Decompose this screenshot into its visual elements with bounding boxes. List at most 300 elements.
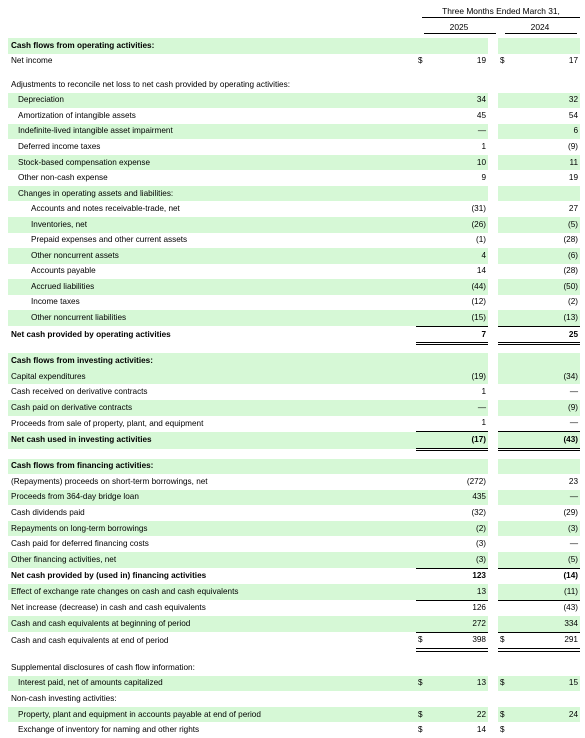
value-2025: 398 bbox=[432, 632, 488, 650]
value-2025: 34 bbox=[432, 93, 488, 109]
year-2024-header: 2024 bbox=[530, 22, 550, 32]
spacer-row bbox=[8, 344, 580, 354]
column-gap bbox=[488, 676, 498, 692]
column-gap bbox=[488, 660, 498, 676]
row-label: Cash dividends paid bbox=[11, 507, 85, 517]
currency-2025 bbox=[416, 505, 432, 521]
column-gap bbox=[488, 432, 498, 450]
currency-2025 bbox=[416, 248, 432, 264]
table-row bbox=[8, 521, 580, 537]
row-label: Changes in operating assets and liabilities: bbox=[8, 186, 416, 202]
value-2025: 14 bbox=[476, 266, 486, 276]
table-row bbox=[8, 722, 580, 738]
value-2025: 1 bbox=[432, 416, 488, 432]
currency-2025 bbox=[416, 416, 432, 432]
value-2025: 10 bbox=[432, 155, 488, 171]
column-gap bbox=[488, 38, 498, 54]
currency-2024 bbox=[498, 279, 514, 295]
row-label: Repayments on long-term borrowings bbox=[8, 521, 416, 537]
table-row bbox=[8, 616, 580, 632]
row-label: Stock-based compensation expense bbox=[8, 155, 416, 171]
row-label: Other non-cash expense bbox=[18, 173, 108, 183]
column-gap bbox=[488, 326, 498, 344]
table-row bbox=[8, 279, 580, 295]
value-2024: (14) bbox=[514, 568, 580, 584]
value-2025: — bbox=[432, 124, 488, 140]
value-2025: — bbox=[432, 400, 488, 416]
currency-2025 bbox=[416, 155, 432, 171]
year-2024-rule bbox=[505, 33, 577, 34]
table-row bbox=[8, 77, 580, 93]
currency-2024 bbox=[498, 233, 514, 249]
row-label: Capital expenditures bbox=[8, 369, 416, 385]
value-2025 bbox=[432, 459, 488, 475]
column-gap bbox=[488, 536, 498, 552]
currency-2025 bbox=[416, 326, 432, 344]
value-2025 bbox=[432, 186, 488, 202]
currency-2025 bbox=[416, 139, 432, 155]
currency-2025 bbox=[416, 217, 432, 233]
currency-2025 bbox=[416, 295, 432, 311]
column-gap bbox=[488, 124, 498, 140]
currency-2024 bbox=[498, 505, 514, 521]
value-2024 bbox=[514, 691, 580, 707]
table-row bbox=[8, 326, 580, 344]
spacer-row bbox=[8, 69, 580, 77]
row-label: Cash received on derivative contracts bbox=[11, 387, 148, 397]
value-2025: 45 bbox=[476, 110, 486, 120]
currency-2025 bbox=[416, 474, 432, 490]
value-2024: (43) bbox=[514, 432, 580, 450]
value-2025: 1 bbox=[481, 387, 486, 397]
value-2024: 11 bbox=[514, 155, 580, 171]
value-2024 bbox=[514, 353, 580, 369]
table-row bbox=[8, 660, 580, 676]
currency-2024 bbox=[498, 124, 514, 140]
row-label: Other noncurrent assets bbox=[8, 248, 416, 264]
table-row bbox=[8, 384, 580, 400]
row-label: Cash flows from financing activities: bbox=[8, 459, 416, 475]
table-row bbox=[8, 600, 580, 616]
currency-2024 bbox=[498, 521, 514, 537]
currency-2024 bbox=[498, 691, 514, 707]
currency-2024 bbox=[498, 490, 514, 506]
currency-2024 bbox=[498, 369, 514, 385]
row-label: Depreciation bbox=[8, 93, 416, 109]
value-2025: (15) bbox=[432, 310, 488, 326]
row-label: Interest paid, net of amounts capitalized bbox=[8, 676, 416, 692]
column-gap bbox=[488, 632, 498, 650]
value-2024: — bbox=[514, 416, 580, 432]
table-row bbox=[8, 310, 580, 326]
column-gap bbox=[488, 108, 498, 124]
row-label: Cash and cash equivalents at end of period bbox=[11, 636, 169, 646]
table-row bbox=[8, 505, 580, 521]
currency-2024 bbox=[498, 616, 514, 632]
value-2025 bbox=[432, 691, 488, 707]
spacer-cell bbox=[8, 650, 580, 660]
table-row bbox=[8, 552, 580, 568]
value-2025: (44) bbox=[432, 279, 488, 295]
column-gap bbox=[488, 93, 498, 109]
currency-2025: $ bbox=[418, 56, 423, 66]
year-2025-header: 2025 bbox=[449, 22, 469, 32]
value-2024: 6 bbox=[514, 124, 580, 140]
value-2025 bbox=[432, 77, 488, 93]
value-2024: (34) bbox=[514, 369, 580, 385]
currency-2024 bbox=[498, 38, 514, 54]
value-2024 bbox=[514, 77, 580, 93]
currency-2024 bbox=[498, 326, 514, 344]
table-row bbox=[8, 353, 580, 369]
table-row bbox=[8, 584, 580, 600]
currency-2024 bbox=[498, 568, 514, 584]
column-gap bbox=[488, 384, 498, 400]
table-row bbox=[8, 124, 580, 140]
currency-2025: $ bbox=[416, 632, 432, 650]
currency-2024 bbox=[498, 217, 514, 233]
row-label: Inventories, net bbox=[8, 217, 416, 233]
value-2025: (3) bbox=[475, 539, 486, 549]
column-gap bbox=[488, 474, 498, 490]
header-rule bbox=[422, 17, 580, 18]
column-gap bbox=[488, 264, 498, 280]
currency-2024: $ bbox=[498, 632, 514, 650]
table-row bbox=[8, 459, 580, 475]
currency-2024 bbox=[498, 93, 514, 109]
currency-2024 bbox=[498, 170, 514, 186]
currency-2024 bbox=[498, 416, 514, 432]
value-2024 bbox=[514, 660, 580, 676]
column-gap bbox=[488, 279, 498, 295]
column-gap bbox=[488, 400, 498, 416]
column-gap bbox=[488, 170, 498, 186]
value-2024: (9) bbox=[567, 141, 578, 151]
value-2025: (31) bbox=[471, 204, 486, 214]
column-gap bbox=[488, 416, 498, 432]
currency-2025 bbox=[416, 536, 432, 552]
row-label: Exchange of inventory for naming and other rights bbox=[18, 725, 200, 735]
table-row bbox=[8, 490, 580, 506]
row-label: Indefinite-lived intangible asset impairment bbox=[8, 124, 416, 140]
table-row bbox=[8, 676, 580, 692]
currency-2025 bbox=[416, 170, 432, 186]
table-row bbox=[8, 54, 580, 70]
table-row bbox=[8, 155, 580, 171]
currency-2024 bbox=[498, 400, 514, 416]
table-row bbox=[8, 217, 580, 233]
value-2024 bbox=[514, 459, 580, 475]
row-label: Other financing activities, net bbox=[8, 552, 416, 568]
table-row bbox=[8, 568, 580, 584]
value-2024: (5) bbox=[514, 217, 580, 233]
currency-2025 bbox=[416, 400, 432, 416]
column-gap bbox=[488, 77, 498, 93]
value-2025: 19 bbox=[476, 56, 486, 66]
column-gap bbox=[488, 568, 498, 584]
table-row bbox=[8, 233, 580, 249]
spacer-row bbox=[8, 650, 580, 660]
currency-2025 bbox=[416, 521, 432, 537]
currency-2024 bbox=[498, 295, 514, 311]
value-2024: (29) bbox=[563, 507, 578, 517]
value-2024: (9) bbox=[514, 400, 580, 416]
currency-2025 bbox=[416, 616, 432, 632]
value-2024 bbox=[514, 38, 580, 54]
column-gap bbox=[488, 600, 498, 616]
table-row bbox=[8, 186, 580, 202]
cash-flow-table bbox=[8, 38, 580, 738]
currency-2025: $ bbox=[416, 676, 432, 692]
value-2024: 23 bbox=[568, 476, 578, 486]
value-2024: 17 bbox=[568, 56, 578, 66]
value-2024: (28) bbox=[563, 235, 578, 245]
currency-2025 bbox=[416, 584, 432, 600]
column-gap bbox=[488, 691, 498, 707]
value-2024: 54 bbox=[568, 110, 578, 120]
currency-2024 bbox=[498, 552, 514, 568]
column-gap bbox=[488, 584, 498, 600]
value-2024: (3) bbox=[514, 521, 580, 537]
currency-2025 bbox=[416, 124, 432, 140]
currency-2025: $ bbox=[418, 725, 423, 735]
table-row bbox=[8, 416, 580, 432]
column-gap bbox=[488, 459, 498, 475]
value-2025: (32) bbox=[471, 507, 486, 517]
table-row bbox=[8, 295, 580, 311]
value-2024: (43) bbox=[563, 603, 578, 613]
value-2025: (26) bbox=[432, 217, 488, 233]
currency-2025 bbox=[416, 568, 432, 584]
currency-2024: $ bbox=[500, 725, 505, 735]
period-header: Three Months Ended March 31, bbox=[442, 6, 560, 16]
currency-2025 bbox=[416, 264, 432, 280]
row-label: Income taxes bbox=[31, 297, 80, 307]
row-label: Amortization of intangible assets bbox=[18, 110, 136, 120]
value-2025 bbox=[432, 353, 488, 369]
year-2025-rule bbox=[424, 33, 496, 34]
value-2024 bbox=[514, 722, 580, 738]
currency-2025 bbox=[416, 600, 432, 616]
table-row bbox=[8, 632, 580, 650]
currency-2025 bbox=[416, 186, 432, 202]
value-2024: (5) bbox=[514, 552, 580, 568]
table-row bbox=[8, 201, 580, 217]
spacer-cell bbox=[8, 344, 580, 354]
value-2025: (272) bbox=[466, 476, 486, 486]
row-label: Net cash used in investing activities bbox=[8, 432, 416, 450]
row-label: (Repayments) proceeds on short-term borrowings, net bbox=[11, 476, 208, 486]
currency-2025 bbox=[416, 310, 432, 326]
row-label: Net cash provided by (used in) financing activities bbox=[11, 570, 207, 580]
spacer-cell bbox=[8, 69, 580, 77]
currency-2024 bbox=[498, 77, 514, 93]
value-2025: 22 bbox=[432, 707, 488, 723]
column-gap bbox=[488, 201, 498, 217]
currency-2025 bbox=[416, 108, 432, 124]
table-row bbox=[8, 38, 580, 54]
value-2024 bbox=[514, 186, 580, 202]
value-2024: (28) bbox=[563, 266, 578, 276]
table-row bbox=[8, 691, 580, 707]
column-gap bbox=[488, 54, 498, 70]
column-gap bbox=[488, 186, 498, 202]
column-gap bbox=[488, 505, 498, 521]
row-label: Accounts payable bbox=[31, 266, 96, 276]
table-row bbox=[8, 400, 580, 416]
currency-2024 bbox=[498, 384, 514, 400]
currency-2024 bbox=[498, 310, 514, 326]
currency-2024 bbox=[498, 660, 514, 676]
column-gap bbox=[488, 722, 498, 738]
row-label: Net increase (decrease) in cash and cash equivalents bbox=[11, 603, 206, 613]
column-gap bbox=[488, 295, 498, 311]
column-gap bbox=[488, 310, 498, 326]
value-2025: (1) bbox=[475, 235, 486, 245]
column-gap bbox=[488, 155, 498, 171]
table-row bbox=[8, 432, 580, 450]
currency-2025 bbox=[416, 233, 432, 249]
currency-2024: $ bbox=[498, 707, 514, 723]
spacer-cell bbox=[8, 449, 580, 459]
column-gap bbox=[488, 217, 498, 233]
currency-2024: $ bbox=[500, 56, 505, 66]
row-label: Effect of exchange rate changes on cash and cash equivalents bbox=[8, 584, 416, 600]
value-2025: (2) bbox=[432, 521, 488, 537]
value-2024: 24 bbox=[514, 707, 580, 723]
table-row bbox=[8, 264, 580, 280]
value-2025: 14 bbox=[476, 725, 486, 735]
spacer-row bbox=[8, 449, 580, 459]
currency-2025: $ bbox=[416, 707, 432, 723]
column-header bbox=[0, 0, 585, 34]
currency-2024 bbox=[498, 248, 514, 264]
column-gap bbox=[488, 369, 498, 385]
currency-2024 bbox=[498, 474, 514, 490]
value-2024: 334 bbox=[514, 616, 580, 632]
value-2025: 126 bbox=[472, 603, 486, 613]
column-gap bbox=[488, 490, 498, 506]
currency-2025 bbox=[416, 432, 432, 450]
row-label: Accounts and notes receivable-trade, net bbox=[31, 204, 180, 214]
currency-2025 bbox=[416, 369, 432, 385]
value-2024: — bbox=[569, 539, 578, 549]
value-2024: — bbox=[514, 490, 580, 506]
currency-2025 bbox=[416, 353, 432, 369]
value-2025: 7 bbox=[432, 326, 488, 344]
currency-2024 bbox=[498, 264, 514, 280]
table-row bbox=[8, 93, 580, 109]
value-2024: (6) bbox=[514, 248, 580, 264]
table-row bbox=[8, 139, 580, 155]
row-label: Other noncurrent liabilities bbox=[8, 310, 416, 326]
column-gap bbox=[488, 248, 498, 264]
row-label: Cash paid for deferred financing costs bbox=[11, 539, 149, 549]
row-label: Supplemental disclosures of cash flow information: bbox=[11, 662, 195, 672]
table-row bbox=[8, 108, 580, 124]
row-label: Deferred income taxes bbox=[18, 141, 101, 151]
currency-2024 bbox=[498, 108, 514, 124]
value-2025: 13 bbox=[432, 584, 488, 600]
value-2024: (13) bbox=[514, 310, 580, 326]
currency-2025 bbox=[416, 201, 432, 217]
column-gap bbox=[488, 521, 498, 537]
row-label: Cash flows from operating activities: bbox=[8, 38, 416, 54]
value-2024: (50) bbox=[514, 279, 580, 295]
row-label: Accrued liabilities bbox=[8, 279, 416, 295]
value-2024: (2) bbox=[567, 297, 578, 307]
value-2024: 291 bbox=[514, 632, 580, 650]
row-label: Net income bbox=[11, 56, 53, 66]
row-label: Cash and cash equivalents at beginning of period bbox=[8, 616, 416, 632]
table-row bbox=[8, 248, 580, 264]
value-2024: 19 bbox=[568, 173, 578, 183]
row-label: Non-cash investing activities: bbox=[11, 694, 117, 703]
value-2025: 9 bbox=[481, 173, 486, 183]
currency-2024 bbox=[498, 139, 514, 155]
row-label: Property, plant and equipment in accounts payable at end of period bbox=[8, 707, 416, 723]
currency-2024 bbox=[498, 459, 514, 475]
value-2025: 272 bbox=[432, 616, 488, 632]
value-2025: 123 bbox=[432, 568, 488, 584]
currency-2025 bbox=[416, 490, 432, 506]
currency-2024 bbox=[498, 201, 514, 217]
value-2025: 435 bbox=[432, 490, 488, 506]
table-row bbox=[8, 369, 580, 385]
table-row bbox=[8, 170, 580, 186]
value-2024: — bbox=[569, 387, 578, 397]
table-row bbox=[8, 474, 580, 490]
value-2025: (17) bbox=[432, 432, 488, 450]
value-2025 bbox=[432, 660, 488, 676]
row-label: Cash flows from investing activities: bbox=[8, 353, 416, 369]
value-2025: 1 bbox=[481, 141, 486, 151]
currency-2024: $ bbox=[498, 676, 514, 692]
currency-2025 bbox=[416, 77, 432, 93]
value-2025 bbox=[432, 38, 488, 54]
column-gap bbox=[488, 353, 498, 369]
value-2024: (11) bbox=[514, 584, 580, 600]
currency-2025 bbox=[416, 459, 432, 475]
row-label: Net cash provided by operating activities bbox=[11, 330, 171, 340]
row-label: Cash paid on derivative contracts bbox=[8, 400, 416, 416]
currency-2025 bbox=[416, 691, 432, 707]
value-2024: 25 bbox=[514, 326, 580, 344]
currency-2025 bbox=[416, 279, 432, 295]
value-2025: (12) bbox=[471, 297, 486, 307]
currency-2025 bbox=[416, 660, 432, 676]
table-row bbox=[8, 536, 580, 552]
value-2025: (3) bbox=[432, 552, 488, 568]
value-2025: (19) bbox=[432, 369, 488, 385]
column-gap bbox=[488, 139, 498, 155]
currency-2024 bbox=[498, 353, 514, 369]
currency-2024 bbox=[498, 600, 514, 616]
currency-2024 bbox=[498, 536, 514, 552]
currency-2025 bbox=[416, 38, 432, 54]
currency-2024 bbox=[498, 155, 514, 171]
currency-2024 bbox=[498, 584, 514, 600]
column-gap bbox=[488, 616, 498, 632]
value-2024: 32 bbox=[514, 93, 580, 109]
currency-2025 bbox=[416, 384, 432, 400]
currency-2024 bbox=[498, 432, 514, 450]
column-gap bbox=[488, 552, 498, 568]
currency-2025 bbox=[416, 93, 432, 109]
currency-2025 bbox=[416, 552, 432, 568]
row-label: Proceeds from 364-day bridge loan bbox=[8, 490, 416, 506]
row-label: Prepaid expenses and other current assets bbox=[31, 235, 188, 245]
